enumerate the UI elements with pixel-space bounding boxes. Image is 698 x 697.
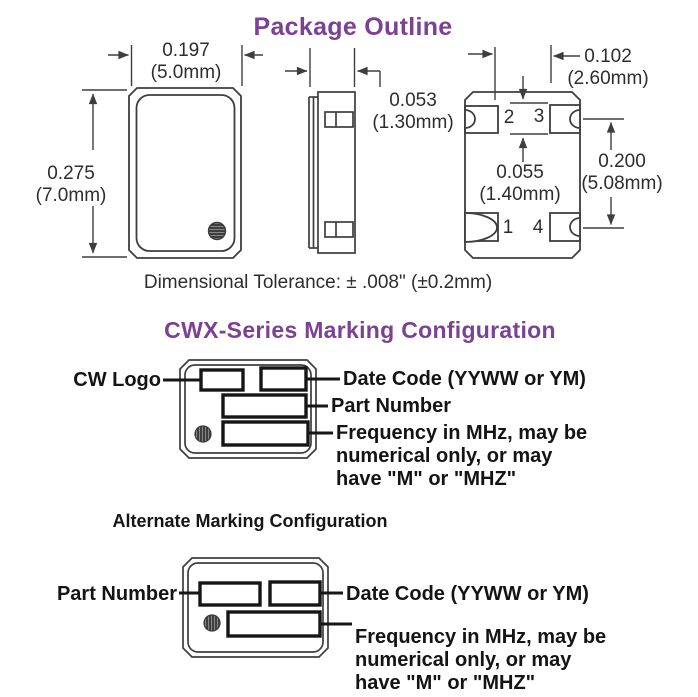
pad-number-3: 3 bbox=[533, 106, 545, 127]
pad-number-1: 1 bbox=[502, 217, 514, 238]
pin1-dot-marking bbox=[195, 426, 211, 442]
dim-pad-height-in: 0.055 bbox=[496, 162, 544, 183]
dim-front-height-in: 0.275 bbox=[47, 163, 95, 184]
pad-number-2: 2 bbox=[503, 107, 515, 128]
pad-3-castellation bbox=[570, 110, 580, 128]
dim-front-width-mm: (5.0mm) bbox=[150, 62, 222, 83]
pad-number-4: 4 bbox=[532, 217, 544, 238]
pin1-indicator-dot bbox=[209, 223, 226, 240]
part-number-label: Part Number bbox=[331, 395, 452, 417]
alt-date-code-box bbox=[270, 582, 320, 605]
marking-config-title: CWX-Series Marking Configuration bbox=[164, 317, 556, 343]
date-code-label: Date Code (YYWW or YM) bbox=[343, 368, 586, 390]
alt-part-number-box bbox=[200, 583, 260, 605]
cw-logo-box bbox=[201, 370, 243, 390]
part-number-box bbox=[223, 395, 306, 417]
tolerance-note: Dimensional Tolerance: ± .008" (±0.2mm) bbox=[143, 272, 493, 293]
dim-side-thickness bbox=[372, 90, 453, 134]
side-view-top-pad bbox=[325, 112, 353, 127]
frequency-label-line1: Frequency in MHz, may be bbox=[336, 422, 588, 444]
alt-frequency-box bbox=[228, 612, 320, 636]
dim-pad-gap-in: 0.102 bbox=[584, 46, 632, 67]
side-view-dimensions bbox=[285, 48, 380, 87]
dim-pad-pitch-mm: (5.08mm) bbox=[581, 173, 663, 194]
alt-frequency-label-line2: numerical only, or may bbox=[355, 649, 572, 671]
page-title: Package Outline bbox=[253, 13, 453, 41]
alt-marking-package-inner bbox=[188, 563, 323, 652]
dim-front-height bbox=[36, 163, 107, 207]
dim-pad-gap-mm: (2.60mm) bbox=[567, 68, 649, 89]
cw-logo-label: CW Logo bbox=[73, 369, 161, 391]
side-view-bottom-pad bbox=[325, 222, 353, 237]
frequency-box bbox=[223, 422, 308, 445]
alt-frequency-label bbox=[355, 626, 606, 695]
marking-config-fields bbox=[201, 368, 308, 445]
frequency-label bbox=[336, 422, 587, 491]
dim-pad-pitch-in: 0.200 bbox=[598, 151, 646, 172]
alt-date-code-label: Date Code (YYWW or YM) bbox=[346, 583, 589, 605]
pin1-dot-alt-marking bbox=[204, 615, 220, 631]
dim-side-thickness-mm: (1.30mm) bbox=[372, 112, 454, 133]
alt-marking-title: Alternate Marking Configuration bbox=[112, 511, 388, 531]
frequency-label-line3: have "M" or "MHZ" bbox=[336, 468, 517, 490]
dim-pad-pitch bbox=[581, 151, 662, 195]
side-view-outline bbox=[309, 92, 355, 253]
alt-part-number-label: Part Number bbox=[56, 583, 177, 605]
marking-config-leaders bbox=[163, 379, 340, 433]
alt-marking-package-outer bbox=[183, 558, 328, 657]
dim-front-width bbox=[151, 40, 222, 84]
alt-frequency-label-line1: Frequency in MHz, may be bbox=[355, 626, 607, 648]
pad-4-castellation bbox=[570, 218, 580, 236]
date-code-box bbox=[261, 368, 306, 390]
dim-side-thickness-in: 0.053 bbox=[389, 90, 437, 111]
dim-pad-gap bbox=[567, 46, 648, 90]
pad-2-castellation bbox=[465, 110, 475, 128]
alt-marking-package bbox=[183, 558, 328, 657]
dim-front-height-mm: (7.0mm) bbox=[35, 185, 107, 206]
dim-front-width-in: 0.197 bbox=[162, 40, 210, 61]
alt-frequency-label-line3: have "M" or "MHZ" bbox=[355, 672, 536, 694]
dim-pad-height-mm: (1.40mm) bbox=[479, 184, 561, 205]
dim-pad-height bbox=[479, 162, 560, 206]
frequency-label-line2: numerical only, or may bbox=[336, 445, 553, 467]
pad-1-castellation bbox=[465, 213, 497, 242]
